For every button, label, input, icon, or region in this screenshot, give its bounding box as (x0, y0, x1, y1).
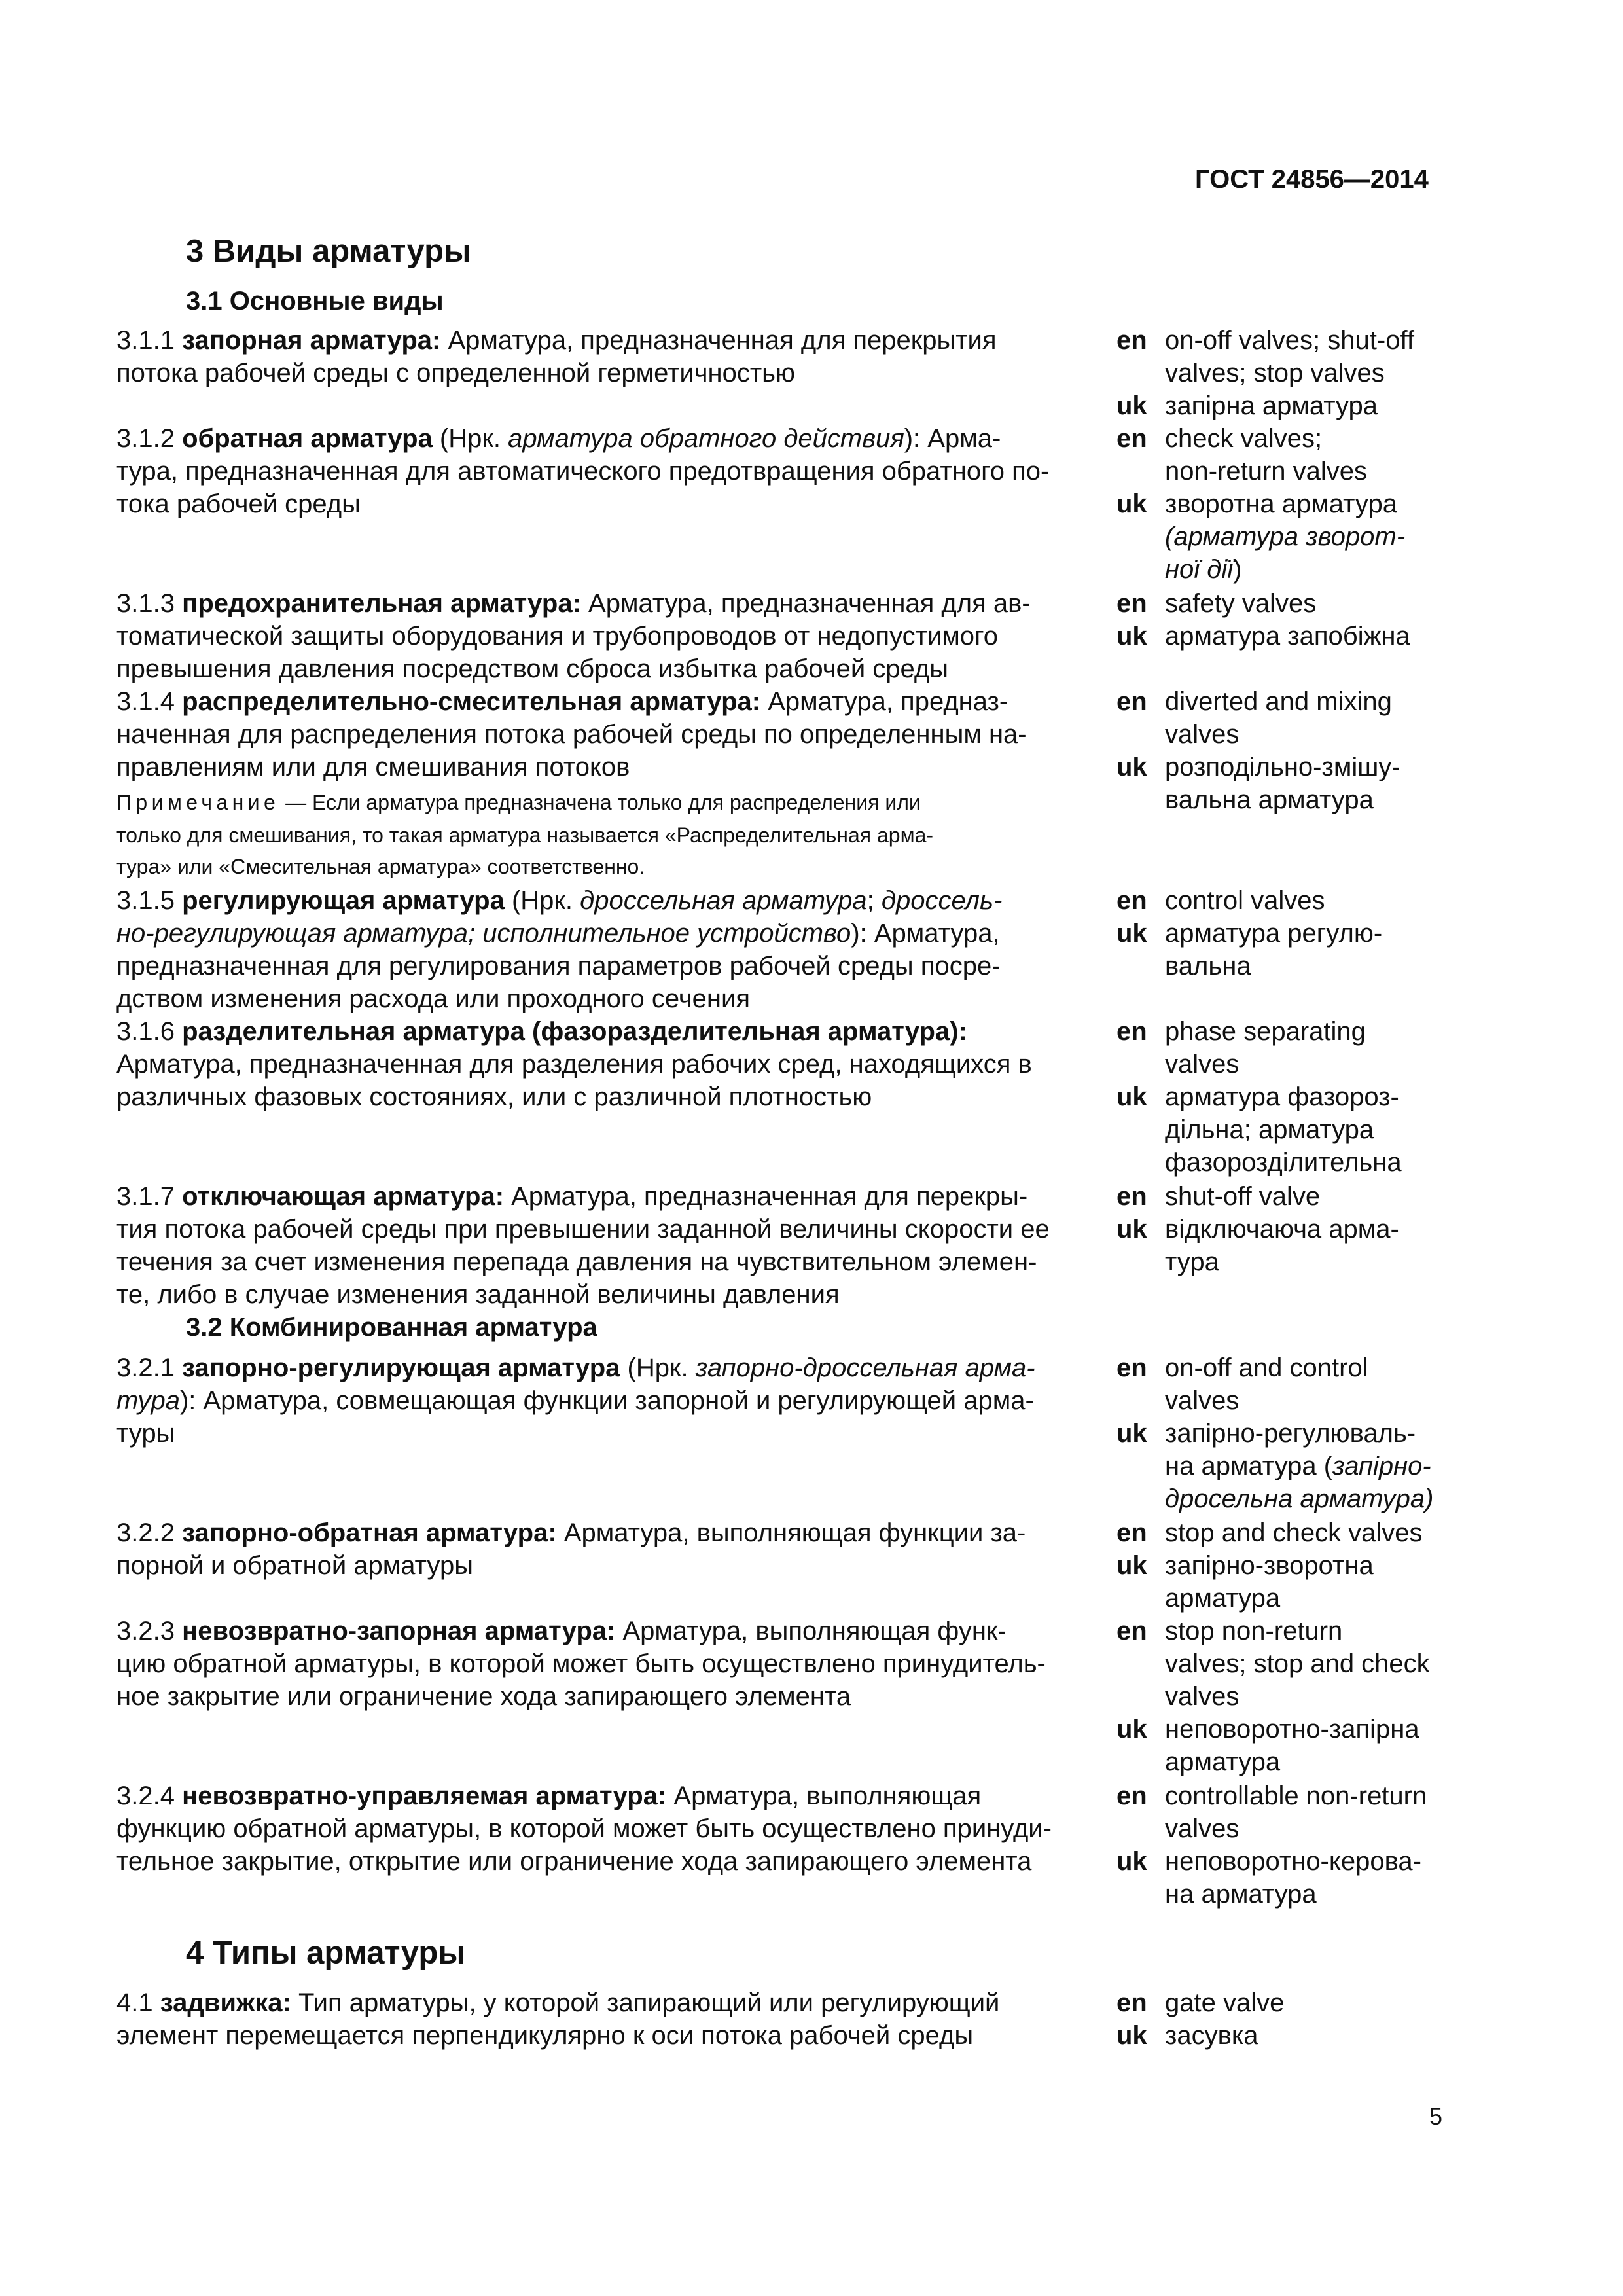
ukrainian-equivalent: вальна (1165, 952, 1251, 980)
section-title: 3 Виды арматуры (186, 234, 471, 269)
standard-number: ГОСТ 24856—2014 (1195, 165, 1429, 194)
ukrainian-equivalent: зворотна арматура (1165, 490, 1397, 518)
term-definition: ): Арматура, (851, 919, 1000, 948)
english-equivalent: stop and check valves (1165, 1518, 1423, 1547)
term-definition: порной и обратной арматуры (116, 1551, 473, 1580)
lang-code-uk: uk (1116, 2021, 1147, 2050)
ukrainian-equivalent: неповоротно-керова- (1165, 1847, 1421, 1876)
term-number: 3.1.2 (116, 424, 175, 453)
english-equivalent: phase separating (1165, 1017, 1366, 1046)
lang-code-uk: uk (1116, 622, 1147, 651)
lang-code-uk: uk (1116, 490, 1147, 518)
term-text: ): Арма- (904, 424, 1001, 453)
term-name: предохранительная арматура: (182, 589, 581, 618)
ukrainian-equivalent: фазорозділительна (1165, 1148, 1402, 1177)
english-equivalent: gate valve (1165, 1988, 1285, 2017)
term-entry (116, 1183, 1027, 1210)
term-entry (116, 1388, 1034, 1414)
term-definition: тия потока рабочей среды при превышении заданной величины скорости ее (116, 1215, 1050, 1244)
lang-code-en: en (1116, 424, 1147, 453)
english-equivalent: on-off valves; shut-off (1165, 326, 1414, 355)
term-definition: тура, предназначенная для автоматического предотвращения обратного по- (116, 457, 1050, 486)
english-equivalent: valves (1165, 1050, 1240, 1079)
note-label: Примечание (116, 791, 280, 814)
term-definition: Арматура, выполняющая функ- (615, 1617, 1007, 1645)
lang-code-uk: uk (1116, 1847, 1147, 1876)
lang-code-en: en (1116, 1017, 1147, 1046)
term-definition: Тип арматуры, у которой запирающий или регулирующий (291, 1988, 1000, 2017)
term-number: 4.1 (116, 1988, 153, 2017)
term-name: запорная арматура: (182, 326, 441, 355)
term-entry (116, 1990, 999, 2016)
term-entry (116, 1018, 967, 1045)
lang-code-en: en (1116, 1182, 1147, 1211)
nonrecommended-term: (арматура зворот- (1165, 522, 1406, 551)
note-text: тура» или «Смесительная арматура» соответственно. (116, 855, 645, 878)
term-definition: Арматура, предназначенная для перекрытия (440, 326, 997, 355)
lang-code-en: en (1116, 687, 1147, 716)
english-equivalent: valves (1165, 720, 1240, 749)
lang-code-uk: uk (1116, 1083, 1147, 1111)
note (116, 792, 921, 813)
nonrecommended-term: дроссельная арматура (580, 886, 867, 915)
nonrecommended-term: ної дії (1165, 555, 1234, 584)
term-name: невозвратно-управляемая арматура: (182, 1782, 667, 1810)
term-text: (Нрк. (504, 886, 580, 915)
term-definition: томатической защиты оборудования и трубопроводов от недопустимого (116, 622, 998, 651)
term-entry (116, 1520, 1026, 1546)
nonrecommended-term: дроссель- (881, 886, 1003, 915)
term-definition: предназначенная для регулирования параметров рабочей среды посре- (116, 952, 1001, 980)
term-entry (116, 689, 1008, 715)
term-definition: Арматура, предназначенная для разделения рабочих сред, находящихся в (116, 1050, 1032, 1079)
nonrecommended-term: но-регулирующая арматура; исполнительное устройство (116, 919, 851, 948)
lang-code-en: en (1116, 886, 1147, 915)
lang-code-en: en (1116, 1354, 1147, 1382)
english-equivalent: control valves (1165, 886, 1325, 915)
lang-code-en: en (1116, 326, 1147, 355)
term-number: 3.2.1 (116, 1354, 175, 1382)
term-definition: Арматура, предназ- (760, 687, 1008, 716)
ukrainian-equivalent: запірна арматура (1165, 391, 1378, 420)
term-definition: тока рабочей среды (116, 490, 361, 518)
nonrecommended-term: тура (116, 1386, 180, 1415)
lang-code-uk: uk (1116, 1215, 1147, 1244)
term-entry (116, 1618, 1007, 1644)
term-definition: превышения давления посредством сброса избытка рабочей среды (116, 655, 948, 683)
term-definition: Арматура, выполняющая функции за- (556, 1518, 1026, 1547)
term-entry (116, 590, 1031, 617)
term-definition: функцию обратной арматуры, в которой может быть осуществлено принуди- (116, 1814, 1052, 1843)
ukrainian-equivalent (1165, 556, 1241, 583)
ukrainian-equivalent: розподільно-змішу- (1165, 753, 1400, 781)
ukrainian-equivalent: вальна арматура (1165, 785, 1374, 814)
term-definition: потока рабочей среды с определенной герметичностью (116, 359, 795, 387)
ukrainian-equivalent (1165, 1453, 1431, 1479)
term-number: 3.1.5 (116, 886, 175, 915)
term-definition: элемент перемещается перпендикулярно к оси потока рабочей среды (116, 2021, 974, 2050)
term-text: на арматура ( (1165, 1452, 1333, 1480)
ukrainian-equivalent: тура (1165, 1247, 1219, 1276)
term-definition: дством изменения расхода или проходного сечения (116, 984, 751, 1013)
page-number: 5 (1429, 2103, 1443, 2130)
term-text: (Нрк. (432, 424, 508, 453)
term-number: 3.1.3 (116, 589, 175, 618)
term-number: 3.2.3 (116, 1617, 175, 1645)
ukrainian-equivalent: арматура фазороз- (1165, 1083, 1399, 1111)
lang-code-uk: uk (1116, 391, 1147, 420)
term-number: 3.1.7 (116, 1182, 175, 1211)
ukrainian-equivalent: неповоротно-запірна (1165, 1715, 1419, 1744)
subsection-title: 3.1 Основные виды (186, 287, 444, 315)
english-equivalent: valves (1165, 1814, 1240, 1843)
term-number: 3.1.1 (116, 326, 175, 355)
english-equivalent: on-off and control (1165, 1354, 1368, 1382)
english-equivalent: non-return valves (1165, 457, 1368, 486)
term-name: обратная арматура (182, 424, 433, 453)
term-entry (116, 1783, 981, 1809)
term-name: разделительная арматура (фазоразделительная арматура): (182, 1017, 967, 1046)
term-entry (116, 327, 997, 353)
term-definition: тельное закрытие, открытие или ограничение хода запирающего элемента (116, 1847, 1032, 1876)
lang-code-uk: uk (1116, 1715, 1147, 1744)
ukrainian-equivalent: відключаюча арма- (1165, 1215, 1399, 1244)
term-entry (116, 920, 1000, 946)
term-name: невозвратно-запорная арматура: (182, 1617, 616, 1645)
lang-code-en: en (1116, 1518, 1147, 1547)
ukrainian-equivalent: запірно-зворотна (1165, 1551, 1374, 1580)
term-definition: ): Арматура, совмещающая функции запорной и регулирующей арма- (179, 1386, 1034, 1415)
note-text: — Если арматура предназначена только для распределения или (279, 791, 921, 814)
english-equivalent: valves; stop and check (1165, 1649, 1430, 1678)
english-equivalent: controllable non-return (1165, 1782, 1427, 1810)
lang-code-en: en (1116, 1617, 1147, 1645)
term-entry (116, 425, 1001, 452)
ukrainian-equivalent: арматура регулю- (1165, 919, 1383, 948)
english-equivalent: valves (1165, 1386, 1240, 1415)
term-definition: правлениям или для смешивания потоков (116, 753, 630, 781)
nonrecommended-term: дросельна арматура) (1165, 1484, 1434, 1513)
english-equivalent: valves (1165, 1682, 1240, 1711)
note-text: только для смешивания, то такая арматура называется «Распределительная арма- (116, 823, 934, 847)
term-number: 3.2.2 (116, 1518, 175, 1547)
nonrecommended-term: запорно-дроссельная арма- (695, 1354, 1035, 1382)
term-definition: Арматура, предназначенная для ав- (580, 589, 1031, 618)
term-definition: ное закрытие или ограничение хода запирающего элемента (116, 1682, 851, 1711)
english-equivalent: valves; stop valves (1165, 359, 1385, 387)
english-equivalent: check valves; (1165, 424, 1323, 453)
ukrainian-equivalent: дільна; арматура (1165, 1115, 1374, 1144)
ukrainian-equivalent (1165, 524, 1405, 550)
term-name: регулирующая арматура (182, 886, 505, 915)
nonrecommended-term: запірно- (1332, 1452, 1431, 1480)
lang-code-uk: uk (1116, 1419, 1147, 1448)
term-number: 3.2.4 (116, 1782, 175, 1810)
term-name: запорно-обратная арматура: (182, 1518, 557, 1547)
term-name: распределительно-смесительная арматура: (182, 687, 761, 716)
lang-code-uk: uk (1116, 919, 1147, 948)
lang-code-en: en (1116, 589, 1147, 618)
ukrainian-equivalent: арматура (1165, 1748, 1281, 1776)
term-entry (116, 888, 1002, 914)
term-definition: Арматура, предназначенная для перекры- (504, 1182, 1028, 1211)
ukrainian-equivalent: арматура (1165, 1584, 1281, 1613)
ukrainian-equivalent: запірно-регулюваль- (1165, 1419, 1416, 1448)
section-title: 4 Типы арматуры (186, 1935, 466, 1971)
term-name: отключающая арматура: (182, 1182, 505, 1211)
term-text: (Нрк. (620, 1354, 696, 1382)
english-equivalent: shut-off valve (1165, 1182, 1321, 1211)
term-definition: Арматура, выполняющая (666, 1782, 982, 1810)
english-equivalent: safety valves (1165, 589, 1317, 618)
term-definition: течения за счет изменения перепада давления на чувствительном элемен- (116, 1247, 1037, 1276)
ukrainian-equivalent: арматура запобіжна (1165, 622, 1410, 651)
term-text: ; (866, 886, 882, 915)
term-entry (116, 1355, 1035, 1381)
term-text: ) (1233, 555, 1242, 584)
term-number: 3.1.4 (116, 687, 175, 716)
english-equivalent: diverted and mixing (1165, 687, 1392, 716)
lang-code-uk: uk (1116, 1551, 1147, 1580)
english-equivalent: stop non-return (1165, 1617, 1343, 1645)
term-definition: наченная для распределения потока рабочей среды по определенным на- (116, 720, 1027, 749)
lang-code-uk: uk (1116, 753, 1147, 781)
term-number: 3.1.6 (116, 1017, 175, 1046)
term-definition: различных фазовых состояниях, или с различной плотностью (116, 1083, 872, 1111)
ukrainian-equivalent: на арматура (1165, 1880, 1317, 1909)
term-name: задвижка: (160, 1988, 291, 2017)
nonrecommended-term: арматура обратного действия (508, 424, 904, 453)
term-definition: цию обратной арматуры, в которой может быть осуществлено принудитель- (116, 1649, 1046, 1678)
term-definition: те, либо в случае изменения заданной величины давления (116, 1280, 840, 1309)
lang-code-en: en (1116, 1782, 1147, 1810)
term-name: запорно-регулирующая арматура (182, 1354, 620, 1382)
lang-code-en: en (1116, 1988, 1147, 2017)
ukrainian-equivalent: засувка (1165, 2021, 1258, 2050)
term-definition: туры (116, 1419, 175, 1448)
subsection-title: 3.2 Комбинированная арматура (186, 1313, 597, 1342)
ukrainian-equivalent (1165, 1486, 1433, 1512)
